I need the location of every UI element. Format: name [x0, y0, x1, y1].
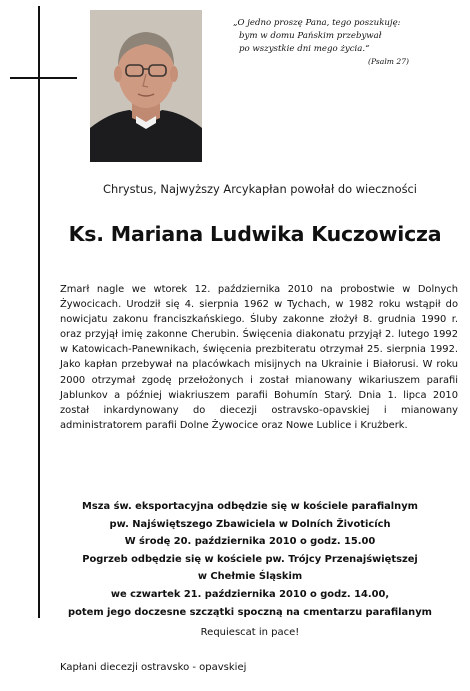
- biography-paragraph: Zmarł nagle we wtorek 12. października 2010 na probostwie w Dolnych Żywocicach. Urodził się 4. sierpnia 1962 w Tychach, w 1982 roku wstąpił do nowicjatu zakonu franciszkańskiego. Śluby zakonne złożył 8. grudnia 1990 r. oraz przyjął imię zakonne Cherubin. Święcenia diakonatu przyjął 2. lutego 1992 w Katowicach-Panewnikach, święcenia prezbiteratu otrzymał 25. sierpnia 1992. Jako kapłan przebywał na placówkach misijnych na Ukrainie i Białorusi. W roku 2000 otrzymał zgodę przełożonych i został mianowany wikariuszem parafii Jablunkov a później wiakriuszem parafii Bohumín Starý. Dnia 1. lipca 2010 został inkardynowany do diecezji ostravsko-opavskiej i mianowany administratorem parafii Dolne Żywocice oraz Nowe Lublice i Krużberk.: [60, 284, 458, 431]
- mass-line: Msza św. eksportacyjna odbędzie się w kościele parafialnym: [82, 501, 418, 512]
- cross-vertical-bar: [38, 6, 40, 618]
- quote-line: bym w domu Pańskim przebywał: [239, 31, 382, 41]
- funeral-mass-info: [50, 498, 450, 621]
- closing-phrase: Requiescat in pace!: [200, 627, 300, 638]
- signature: Kapłani diecezji ostravsko - opavskiej: [60, 662, 247, 673]
- mass-line: we czwartek 21. października 2010 o godz. 14.00,: [110, 588, 390, 600]
- subtitle: Chrystus, Najwyższy Arcykapłan powołał do wieczności: [103, 182, 417, 196]
- mass-line: potem jego doczesne szczątki spoczną na cmentarzu parafilanym: [68, 606, 432, 618]
- priest-portrait-photo: [90, 10, 202, 162]
- cross-horizontal-bar: [10, 77, 77, 79]
- mass-line: W środę 20. października 2010 o godz. 15.00: [124, 536, 376, 548]
- psalm-quote: [233, 17, 461, 67]
- mass-line: pw. Najświętszego Zbawiciela w Dolních Životicích: [109, 518, 391, 530]
- quote-line: „O jedno proszę Pana, tego poszukuję:: [233, 18, 401, 28]
- quote-line: po wszystkie dni mego życia.“: [239, 44, 370, 54]
- deceased-name: Ks. Mariana Ludwika Kuczowicza: [68, 222, 442, 246]
- mass-line: w Chełmie Śląskim: [197, 571, 303, 583]
- quote-source: (Psalm 27): [368, 57, 409, 66]
- mass-line: Pogrzeb odbędzie się w kościele pw. Trójcy Przenajświętszej: [82, 553, 418, 565]
